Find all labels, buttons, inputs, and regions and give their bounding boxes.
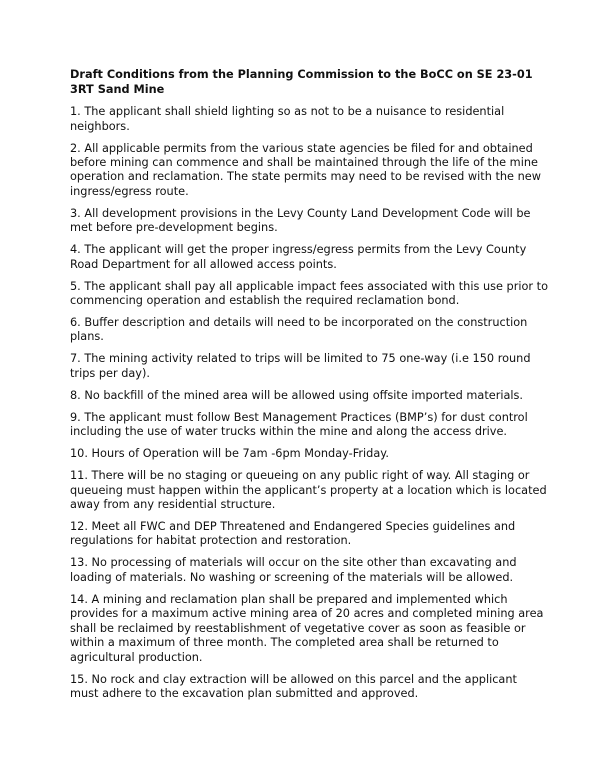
condition-item-3: 3. All development provisions in the Levy County Land Development Code will be met before pre-development begins. xyxy=(70,206,531,235)
condition-item-5: 5. The applicant shall pay all applicable impact fees associated with this use prior to commencing operation and establish the required reclamation bond. xyxy=(70,279,548,308)
condition-item-2: 2. All applicable permits from the various state agencies be filed for and obtained before mining can commence and shall be maintained through the life of the mine operation and reclamation. The state permits may need to be revised with the new ingress/egress route. xyxy=(70,141,541,198)
document-page xyxy=(70,68,548,709)
condition-item-11: 11. There will be no staging or queueing on any public right of way. All staging or queueing must happen within the applicant’s property at a location which is located away from any residential structure. xyxy=(70,469,547,512)
conditions-list xyxy=(70,105,548,701)
document-title: Draft Conditions from the Planning Commission to the BoCC on SE 23-01 3RT Sand Mine xyxy=(70,68,533,96)
condition-item-12: 12. Meet all FWC and DEP Threatened and Endangered Species guidelines and regulations for habitat protection and restoration. xyxy=(70,520,516,548)
condition-item-15: 15. No rock and clay extraction will be allowed on this parcel and the applicant must adhere to the excavation plan submitted and approved. xyxy=(70,672,517,700)
condition-item-14: 14. A mining and reclamation plan shall be prepared and implemented which provides for a maximum active mining area of 20 acres and completed mining area shall be reclaimed by reestablishment of vegetative cover as soon as feasible or within a maximum of three month. The completed area shall be returned to agricultural production. xyxy=(70,592,544,664)
condition-item-10: 10. Hours of Operation will be 7am -6pm Monday-Friday. xyxy=(70,447,389,461)
condition-item-1: 1. The applicant shall shield lighting so as not to be a nuisance to residential neighbors. xyxy=(70,105,505,133)
condition-item-13: 13. No processing of materials will occur on the site other than excavating and loading of materials. No washing or screening of the materials will be allowed. xyxy=(70,556,517,584)
condition-item-9: 9. The applicant must follow Best Management Practices (BMP’s) for dust control including the use of water trucks within the mine and along the access drive. xyxy=(70,410,528,439)
condition-item-7: 7. The mining activity related to trips will be limited to 75 one-way (i.e 150 round trips per day). xyxy=(70,352,531,380)
condition-item-8: 8. No backfill of the mined area will be allowed using offsite imported materials. xyxy=(70,388,524,402)
condition-item-6: 6. Buffer description and details will need to be incorporated on the construction plans. xyxy=(70,316,528,344)
condition-item-4: 4. The applicant will get the proper ingress/egress permits from the Levy County Road Department for all allowed access points. xyxy=(70,243,527,271)
